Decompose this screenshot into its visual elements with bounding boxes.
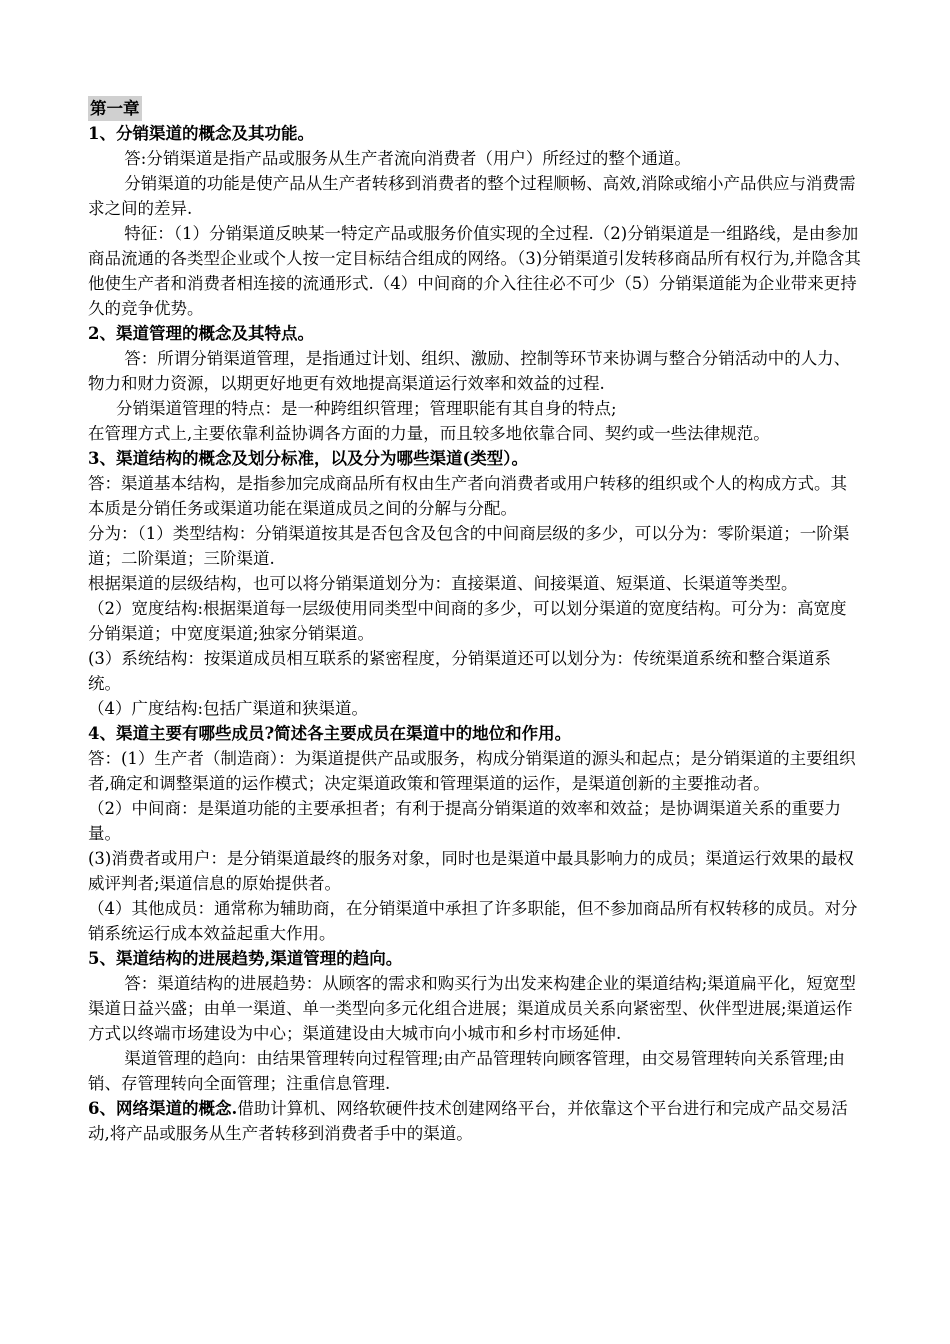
chapter-heading: 第一章 xyxy=(88,96,142,121)
q3-answer-system-structure: (3）系统结构：按渠道成员相互联系的紧密程度，分销渠道还可以划分为：传统渠道系统和整合渠道系统。 xyxy=(88,649,831,693)
q3-answer-width-structure: （2）宽度结构:根据渠道每一层级使用同类型中间商的多少，可以划分渠道的宽度结构。可分为：高宽度分销渠道；中宽度渠道;独家分销渠道。 xyxy=(88,599,847,643)
q2-answer-definition: 答：所谓分销渠道管理，是指通过计划、组织、激励、控制等环节来协调与整合分销活动中的人力、物力和财力资源，以期更好地更有效地提高渠道运行效率和效益的过程. xyxy=(88,349,851,393)
q5-answer-trends: 答：渠道结构的进展趋势：从顾客的需求和购买行为出发来构建企业的渠道结构;渠道扁平化，短宽型渠道日益兴盛；由单一渠道、单一类型向多元化组合进展；渠道成员关系向紧密型、伙伴型进展;渠道运作方式以终端市场建设为中心；渠道建设由大城市向小城市和乡村市场延伸. xyxy=(88,974,856,1043)
question-2-title: 2、渠道管理的概念及其特点。 xyxy=(88,324,314,343)
q1-answer-definition: 答:分销渠道是指产品或服务从生产者流向消费者（用户）所经过的整个通道。 xyxy=(124,149,691,168)
q3-answer-level-structure: 根据渠道的层级结构，也可以将分销渠道划分为：直接渠道、间接渠道、短渠道、长渠道等类型。 xyxy=(88,574,798,593)
q6-answer: 借助计算机、网络软硬件技术创建网络平台，并依靠这个平台进行和完成产品交易活动,将产品或服务从生产者转移到消费者手中的渠道。 xyxy=(88,1099,848,1143)
q3-answer-breadth-structure: （4）广度结构:包括广渠道和狭渠道。 xyxy=(88,699,369,718)
question-1-title: 1、分销渠道的概念及其功能。 xyxy=(88,124,314,143)
q1-answer-features: 特征：（1）分销渠道反映某一特定产品或服务价值实现的全过程.（2)分销渠道是一组路线，是由参加商品流通的各类型企业或个人按一定目标结合组成的网络。（3)分销渠道引发转移商品所有权行为,并隐含其他使生产者和消费者相连接的流通形式.（4）中间商的介入往往必不可少（5）分销渠道能为企业带来更持久的竞争优势。 xyxy=(88,224,861,318)
document-page xyxy=(88,96,863,1146)
q4-answer-producer: 答：(1）生产者（制造商）：为渠道提供产品或服务，构成分销渠道的源头和起点；是分销渠道的主要组织者,确定和调整渠道的运作模式；决定渠道政策和管理渠道的运作，是渠道创新的主要推动者。 xyxy=(88,749,856,793)
q2-answer-management: 在管理方式上,主要依靠利益协调各方面的力量，而且较多地依靠合同、契约或一些法律规范。 xyxy=(88,424,770,443)
q3-answer-definition: 答：渠道基本结构，是指参加完成商品所有权由生产者向消费者或用户转移的组织或个人的构成方式。其本质是分销任务或渠道功能在渠道成员之间的分解与分配。 xyxy=(88,474,847,518)
q3-answer-type-structure: 分为：（1）类型结构：分销渠道按其是否包含及包含的中间商层级的多少，可以分为：零阶渠道；一阶渠道；二阶渠道；三阶渠道. xyxy=(88,524,850,568)
q4-answer-other-members: （4）其他成员：通常称为辅助商，在分销渠道中承担了许多职能，但不参加商品所有权转移的成员。对分销系统运行成本效益起重大作用。 xyxy=(88,899,858,943)
question-6-block xyxy=(88,1096,863,1146)
question-3-title: 3、渠道结构的概念及划分标准，以及分为哪些渠道(类型）。 xyxy=(88,449,529,468)
q5-answer-management-trends: 渠道管理的趋向：由结果管理转向过程管理;由产品管理转向顾客管理，由交易管理转向关系管理;由销、存管理转向全面管理；注重信息管理. xyxy=(88,1049,845,1093)
q1-answer-function: 分销渠道的功能是使产品从生产者转移到消费者的整个过程顺畅、高效,消除或缩小产品供应与消费需求之间的差异. xyxy=(88,174,856,218)
q4-answer-intermediary: （2）中间商：是渠道功能的主要承担者；有利于提高分销渠道的效率和效益；是协调渠道关系的重要力量。 xyxy=(88,799,841,843)
q4-answer-consumer: (3)消费者或用户：是分销渠道最终的服务对象，同时也是渠道中最具影响力的成员；渠道运行效果的最权威评判者;渠道信息的原始提供者。 xyxy=(88,849,854,893)
question-5-title: 5、渠道结构的进展趋势,渠道管理的趋向。 xyxy=(88,949,403,968)
question-6-title: 6、网络渠道的概念. xyxy=(88,1099,238,1118)
q2-answer-features: 分销渠道管理的特点：是一种跨组织管理；管理职能有其自身的特点; xyxy=(116,399,617,418)
question-4-title: 4、渠道主要有哪些成员?简述各主要成员在渠道中的地位和作用。 xyxy=(88,724,572,743)
